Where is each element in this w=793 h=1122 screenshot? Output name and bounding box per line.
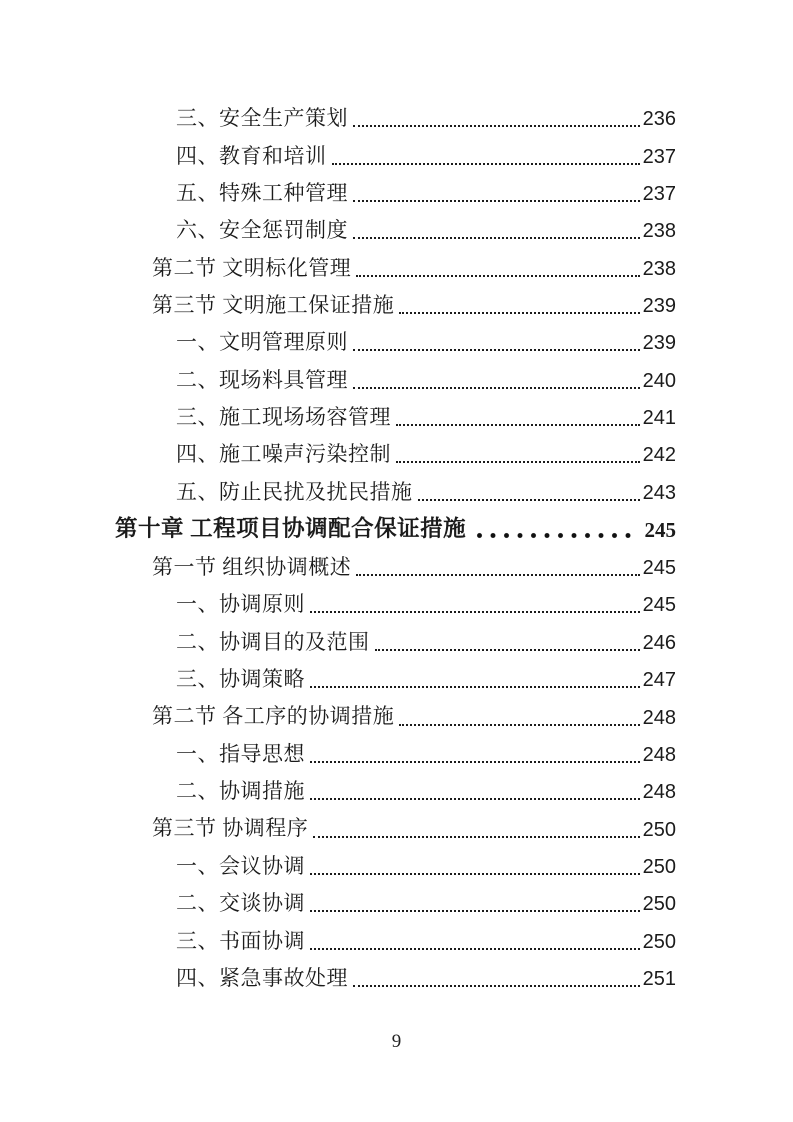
toc-entry[interactable]: [115, 845, 676, 882]
toc-entry-title: 三、书面协调: [176, 928, 305, 953]
dot-leader: [332, 163, 640, 165]
dot-leader: [399, 312, 639, 314]
toc-entry-title: 四、施工噪声污染控制: [176, 442, 391, 467]
toc-entry-page-number: 238: [642, 220, 676, 243]
toc-entry-page-number: 236: [642, 108, 676, 131]
toc-entry[interactable]: [115, 882, 676, 919]
dot-leader: [353, 387, 640, 389]
dot-leader: [310, 686, 640, 688]
toc-entry-title: 三、安全生产策划: [176, 106, 348, 131]
toc-entry[interactable]: [115, 919, 676, 956]
toc-entry[interactable]: [115, 396, 676, 433]
toc-entry[interactable]: [115, 583, 676, 620]
toc-entry-title: 二、协调目的及范围: [176, 629, 370, 654]
toc-entry-title: 三、协调策略: [176, 667, 305, 692]
dot-leader: [353, 349, 640, 351]
toc-entry[interactable]: [115, 246, 676, 283]
toc-entry-title: 一、文明管理原则: [176, 330, 348, 355]
toc-entry-page-number: 250: [642, 930, 676, 953]
toc-entry-title: 三、施工现场场容管理: [176, 405, 391, 430]
toc-entry[interactable]: [115, 508, 676, 546]
toc-entry[interactable]: [115, 733, 676, 770]
dot-leader: [375, 649, 640, 651]
toc-entry-title: 第二节 文明标化管理: [152, 255, 352, 280]
toc-entry-page-number: 245: [644, 517, 676, 542]
dot-leader: [313, 836, 639, 838]
toc-entry-page-number: 246: [642, 631, 676, 654]
toc-entry-title: 五、防止民扰及扰民措施: [176, 479, 413, 504]
toc-entry-title: 二、协调措施: [176, 779, 305, 804]
dot-leader: [310, 611, 640, 613]
toc-entry[interactable]: [115, 695, 676, 732]
toc-entry[interactable]: [115, 807, 676, 844]
toc-entry-title: 五、特殊工种管理: [176, 180, 348, 205]
dot-leader: [418, 499, 640, 501]
toc-entry[interactable]: [115, 284, 676, 321]
dot-leader: [310, 948, 640, 950]
toc-entry[interactable]: [115, 470, 676, 507]
toc-entry-page-number: 245: [642, 594, 676, 617]
toc-entry-title: 第三节 文明施工保证措施: [152, 293, 395, 318]
dot-leader: [476, 531, 632, 540]
toc-entry-title: 二、交谈协调: [176, 891, 305, 916]
toc-entry[interactable]: [115, 620, 676, 657]
toc-entry[interactable]: [115, 172, 676, 209]
toc-entry[interactable]: [115, 134, 676, 171]
toc-entry-title: 一、指导思想: [176, 741, 305, 766]
toc-entry[interactable]: [115, 321, 676, 358]
toc-entry-page-number: 245: [642, 557, 676, 580]
toc-entry-title: 一、会议协调: [176, 853, 305, 878]
table-of-contents: [115, 97, 676, 994]
toc-entry-title: 四、紧急事故处理: [176, 965, 348, 990]
dot-leader: [353, 200, 640, 202]
page-number-footer: 9: [391, 1031, 402, 1052]
toc-entry-page-number: 250: [642, 818, 676, 841]
toc-entry-page-number: 248: [642, 781, 676, 804]
toc-entry-page-number: 237: [642, 145, 676, 168]
toc-entry-title: 二、现场料具管理: [176, 367, 348, 392]
dot-leader: [353, 125, 640, 127]
toc-entry-page-number: 251: [642, 967, 676, 990]
toc-entry-title: 第一节 组织协调概述: [152, 555, 352, 580]
toc-entry-page-number: 247: [642, 669, 676, 692]
dot-leader: [353, 985, 640, 987]
toc-entry-page-number: 237: [642, 183, 676, 206]
toc-entry-page-number: 242: [642, 444, 676, 467]
toc-entry-page-number: 250: [642, 855, 676, 878]
toc-entry[interactable]: [115, 546, 676, 583]
toc-entry[interactable]: [115, 433, 676, 470]
toc-entry-page-number: 250: [642, 893, 676, 916]
toc-entry-page-number: 239: [642, 295, 676, 318]
toc-entry[interactable]: [115, 658, 676, 695]
dot-leader: [310, 761, 640, 763]
toc-entry-page-number: 248: [642, 706, 676, 729]
toc-entry-title: 第十章 工程项目协调配合保证措施: [115, 516, 467, 542]
dot-leader: [310, 798, 640, 800]
toc-entry-title: 一、协调原则: [176, 592, 305, 617]
toc-entry[interactable]: [115, 770, 676, 807]
toc-entry-page-number: 240: [642, 369, 676, 392]
toc-entry[interactable]: [115, 957, 676, 994]
dot-leader: [353, 237, 640, 239]
toc-entry-title: 六、安全惩罚制度: [176, 218, 348, 243]
toc-entry-page-number: 243: [642, 481, 676, 504]
dot-leader: [310, 910, 640, 912]
toc-entry-title: 第三节 协调程序: [152, 816, 309, 841]
toc-entry-page-number: 241: [642, 407, 676, 430]
toc-entry[interactable]: [115, 209, 676, 246]
dot-leader: [310, 873, 640, 875]
toc-entry-title: 第二节 各工序的协调措施: [152, 704, 395, 729]
toc-entry-title: 四、教育和培训: [176, 143, 327, 168]
toc-entry-page-number: 238: [642, 257, 676, 280]
toc-entry[interactable]: [115, 97, 676, 134]
dot-leader: [399, 724, 639, 726]
toc-entry-page-number: 239: [642, 332, 676, 355]
toc-entry-page-number: 248: [642, 743, 676, 766]
dot-leader: [396, 461, 640, 463]
dot-leader: [356, 275, 639, 277]
dot-leader: [396, 424, 640, 426]
toc-entry[interactable]: [115, 358, 676, 395]
dot-leader: [356, 574, 639, 576]
